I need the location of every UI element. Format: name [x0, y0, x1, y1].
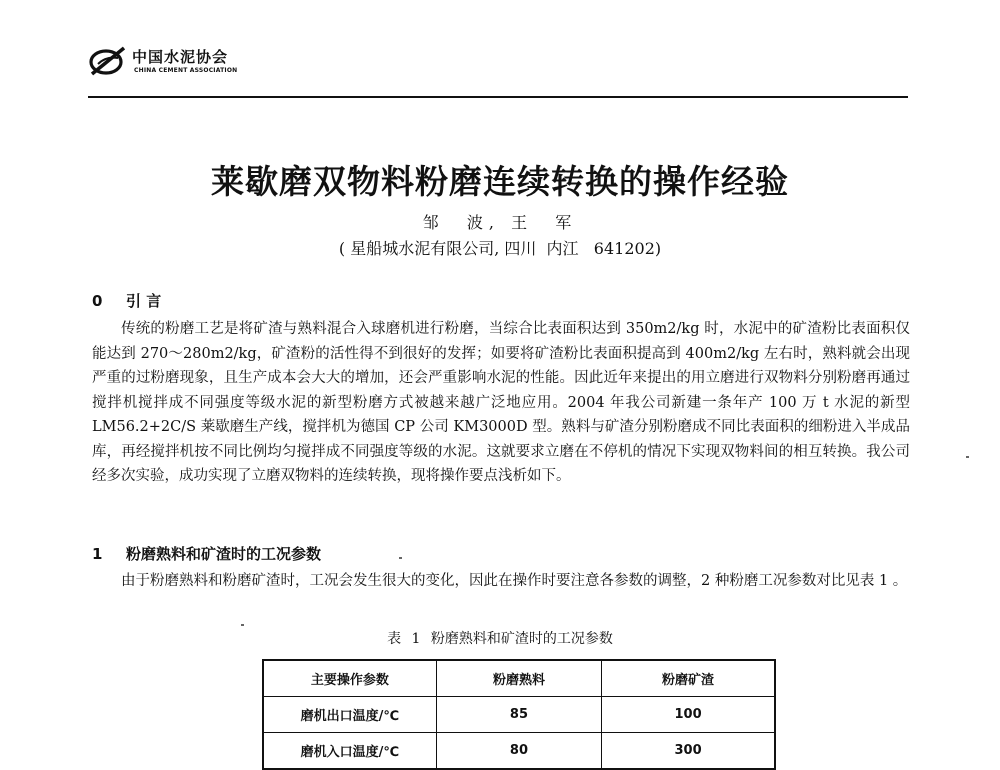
table-header-cell: 主要操作参数	[263, 660, 436, 697]
table-cell: 100	[602, 697, 775, 733]
table-header-cell: 粉磨矿渣	[602, 660, 775, 697]
operating-parameters-table	[262, 659, 776, 770]
section-title: 引 言	[126, 292, 162, 310]
table-cell: 磨机出口温度/℃	[263, 697, 436, 733]
journal-header	[88, 42, 908, 98]
table-caption: 表 1 粉磨熟料和矿渣时的工况参数	[387, 631, 613, 647]
section-number: 0	[92, 292, 103, 310]
table-cell: 80	[436, 733, 601, 770]
scan-speck	[966, 456, 969, 458]
table-header-cell: 粉磨熟料	[436, 660, 601, 697]
scan-speck	[399, 557, 402, 559]
section-title: 粉磨熟料和矿渣时的工况参数	[126, 545, 322, 563]
section-heading-introduction	[92, 290, 161, 311]
association-logo-icon	[88, 44, 128, 78]
section-number: 1	[92, 545, 103, 563]
table-cell: 85	[436, 697, 601, 733]
parameters-paragraph: 由于粉磨熟料和粉磨矿渣时，工况会发生很大的变化，因此在操作时要注意各参数的调整，2 种粉磨工况参数对比见表 1 。	[121, 573, 908, 589]
association-name-cn: 中国水泥协会	[132, 48, 229, 66]
introduction-paragraph: 传统的粉磨工艺是将矿渣与熟料混合入球磨机进行粉磨，当综合比表面积达到 350m2/kg 时，水泥中的矿渣粉比表面积仅能达到 270～280m2/kg，矿渣粉的活性得不到很好的发挥；如要将矿渣粉比表面积提高到 400m2/kg 左右时，熟料就会出现严重的过粉磨现象，且生产成本会大大的增加，还会严重影响水泥的性能。因此近年来提出的用立磨进行双物料分别粉磨再通过搅拌机搅拌成不同强度等级水泥的新型粉磨方式被越来越广泛地应用。2004 年我公司新建一条年产 100 万 t 水泥的新型 LM56.2+2C/S 莱歇磨生产线，搅拌机为德国 CP 公司 KM3000D 型。熟料与矿渣分别粉磨成不同比表面积的细粉进入半成品库，再经搅拌机按不同比例均匀搅拌成不同强度等级的水泥。这就要求立磨在不停机的情况下实现双物料间的相互转换。我公司经多次实验，成功实现了立磨双物料的连续转换，现将操作要点浅析如下。	[92, 321, 910, 484]
header-divider	[88, 96, 908, 98]
table-cell: 300	[602, 733, 775, 770]
scan-speck	[241, 624, 244, 626]
association-name-en: CHINA CEMENT ASSOCIATION	[134, 67, 238, 74]
article-affiliation: ( 星船城水泥有限公司, 四川 内江 641202)	[338, 239, 662, 258]
article-authors: 邹 波, 王 军	[422, 213, 578, 232]
table-header-row	[263, 660, 775, 697]
table-row	[263, 733, 775, 770]
table-cell: 磨机入口温度/℃	[263, 733, 436, 770]
article-title: 莱歇磨双物料粉磨连续转换的操作经验	[211, 162, 789, 201]
table-row	[263, 697, 775, 733]
section-heading-parameters	[92, 543, 321, 564]
